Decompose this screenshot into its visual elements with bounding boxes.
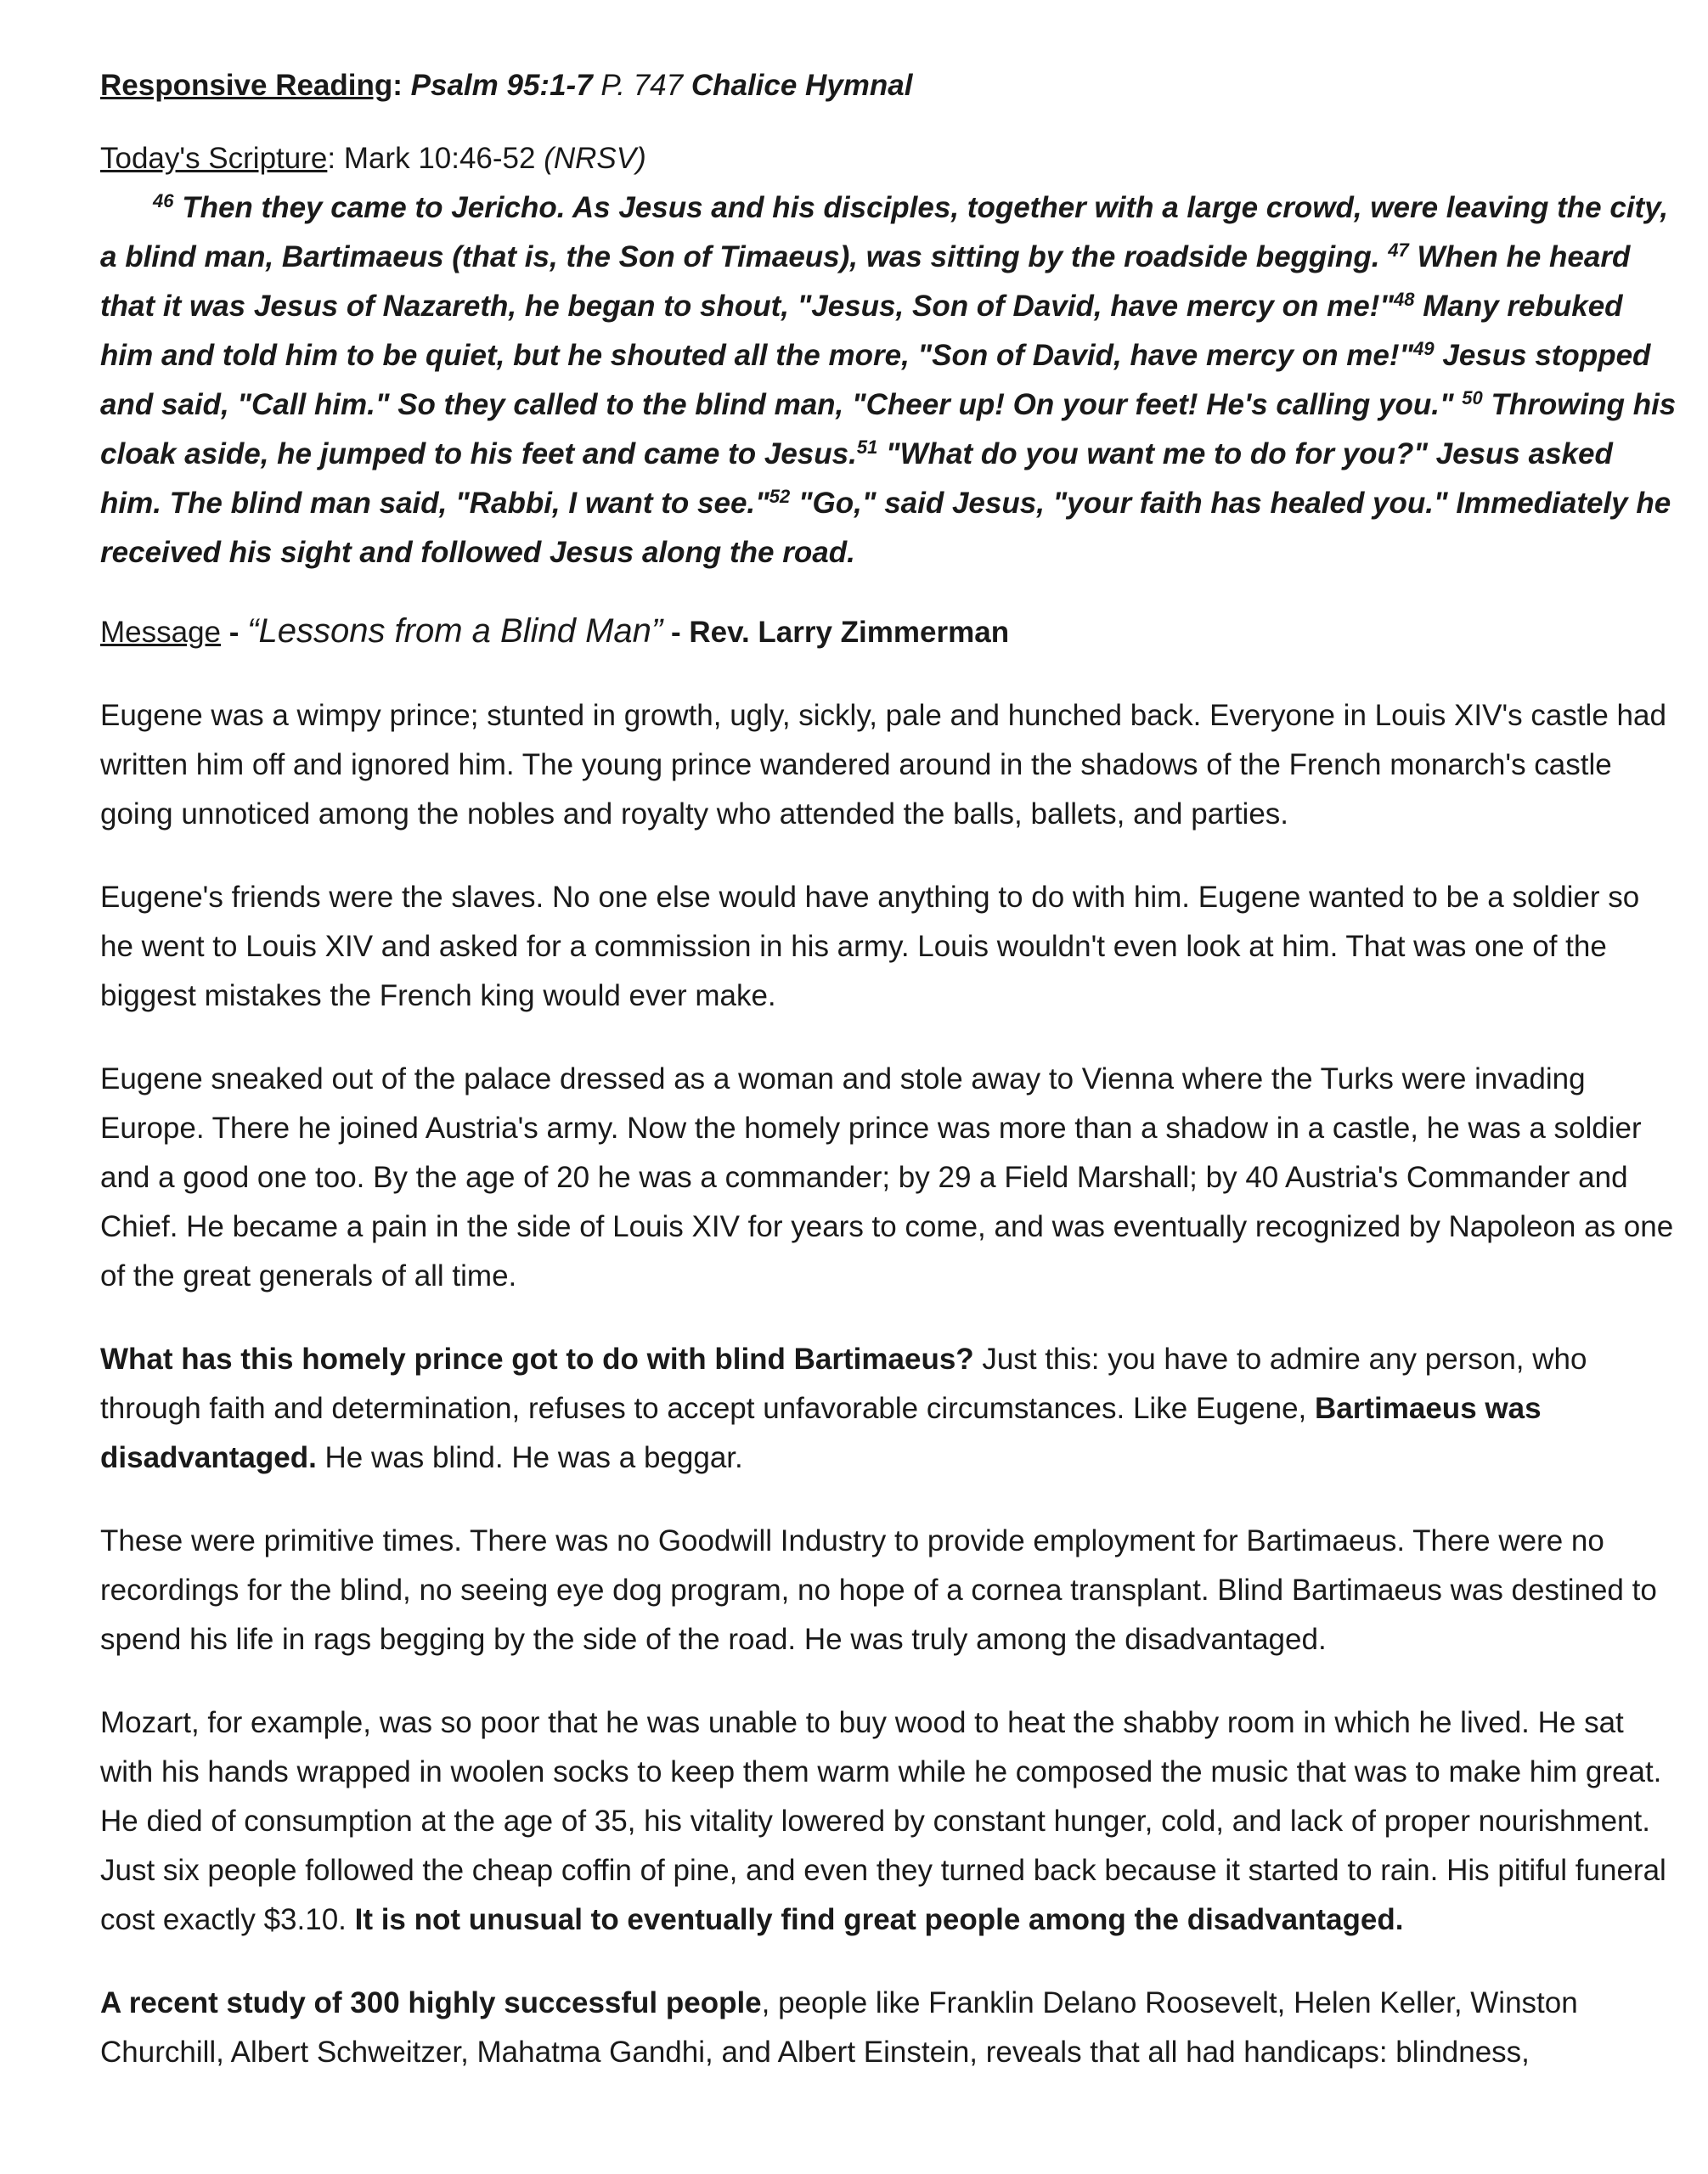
verse-text: "Go," said Jesus, "your faith has healed you." Immediately he received his sight and followed Jesus along the road. [100,487,1671,569]
scripture-reference: Mark 10:46-52 [343,142,544,175]
bold-emphasis: Bartimaeus was disadvantaged. [100,1392,1542,1474]
paragraph-primitive-times: These were primitive times. There was no Goodwill Industry to provide employment for Bartimaeus. There were no recordings for the blind, no seeing eye dog program, no hope of a cornea transplant. Blind Bartimaeus was destined to spend his life in rags begging by the side of the road. He was truly among the disadvantaged. [100,1524,1657,1656]
message-separator: - [221,616,248,649]
hymnal-page: P. 747 [592,69,691,102]
scripture-text [100,183,1680,577]
paragraph-text: , people like Franklin Delano Roosevelt, Helen Keller, Winston Churchill, Albert Schweitzer, Mahatma Gandhi, and Albert Einstein, reveals that all had handicaps: blindness, [100,1986,1578,2069]
responsive-reading-label: Responsive Reading [100,69,393,102]
scripture-heading [100,134,1680,183]
verse-text: Throwing his cloak aside, he jumped to his feet and came to Jesus. [100,388,1677,470]
verse-text: When he heard that it was Jesus of Nazareth, he began to shout, "Jesus, Son of David, have mercy on me!" [100,240,1631,323]
paragraph-bartimaeus [100,1335,1680,1483]
psalm-reference: Psalm 95:1-7 [410,69,593,102]
paragraph-eugene-friends: Eugene's friends were the slaves. No one else would have anything to do with him. Eugene wanted to be a soldier so he went to Louis XIV and asked for a commission in his army. Louis wouldn't even look at him. That was one of the biggest mistakes the French king would ever make. [100,881,1640,1012]
verse-number: 52 [769,486,791,507]
message-heading [100,606,1680,657]
message-title: “Lessons from a Blind Man” [247,612,663,650]
hymnal-name: Chalice Hymnal [691,69,913,102]
responsive-reading-line [100,61,1680,110]
message-separator: - [662,616,690,649]
verse-number: 48 [1394,289,1415,310]
verse-text: Then they came to Jericho. As Jesus and his disciples, together with a large crowd, were leaving the city, a blind man, Bartimaeus (that is, the Son of Timaeus), was sitting by the roadside begging. [100,191,1669,273]
document-page [100,61,1680,2077]
paragraph-mozart [100,1698,1680,1945]
bold-emphasis: It is not unusual to eventually find great people among the disadvantaged. [354,1903,1404,1936]
scripture-colon: : [327,142,344,175]
paragraph-eugene-vienna: Eugene sneaked out of the palace dressed as a woman and stole away to Vienna where the Turks were invading Europe. There he joined Austria's army. Now the homely prince was more than a shadow in a castle, he was a soldier and a good one too. By the age of 20 he was a commander; by 29 a Field Marshall; by 40 Austria's Commander and Chief. He became a pain in the side of Louis XIV for years to come, and was eventually recognized by Napoleon as one of the great generals of all time. [100,1062,1674,1293]
verse-number: 47 [1388,239,1409,261]
paragraph-text: He was blind. He was a beggar. [316,1441,743,1474]
verse-number: 46 [153,190,174,211]
scripture-label: Today's Scripture [100,142,328,175]
verse-number: 50 [1462,387,1483,408]
paragraph-eugene-intro: Eugene was a wimpy prince; stunted in growth, ugly, sickly, pale and hunched back. Everyone in Louis XIV's castle had written him off and ignored him. The young prince wandered around in the shadows of the French monarch's castle going unnoticed among the nobles and royalty who attended the balls, ballets, and parties. [100,699,1666,831]
verse-text: Many rebuked him and told him to be quiet, but he shouted all the more, "Son of David, have mercy on me!" [100,290,1623,372]
paragraph-study [100,1979,1680,2077]
message-speaker: Rev. Larry Zimmerman [689,616,1010,649]
verse-number: 51 [856,436,878,458]
paragraph-text: Just this: you have to admire any person, who through faith and determination, refuses to accept unfavorable circumstances. Like Eugene, [100,1343,1587,1425]
paragraph-text: Mozart, for example, was so poor that he was unable to buy wood to heat the shabby room in which he lived. He sat with his hands wrapped in woolen socks to keep them warm while he composed the music that was to make him great. He died of consumption at the age of 35, his vitality lowered by constant hunger, cold, and lack of proper nourishment. Just six people followed the cheap coffin of pine, and even they turned back because it started to rain. His pitiful funeral cost exactly $3.10. [100,1706,1666,1936]
responsive-colon: : [392,69,411,102]
verse-text: Jesus stopped and said, "Call him." So they called to the blind man, "Cheer up! On your feet! He's calling you." [100,339,1651,421]
message-label: Message [100,616,222,649]
verse-number: 49 [1413,338,1435,359]
scripture-version: (NRSV) [544,142,646,175]
verse-text: "What do you want me to do for you?" Jesus asked him. The blind man said, "Rabbi, I want to see." [100,437,1613,520]
bold-emphasis: A recent study of 300 highly successful people [100,1986,762,2019]
bold-question: What has this homely prince got to do with blind Bartimaeus? [100,1343,974,1376]
